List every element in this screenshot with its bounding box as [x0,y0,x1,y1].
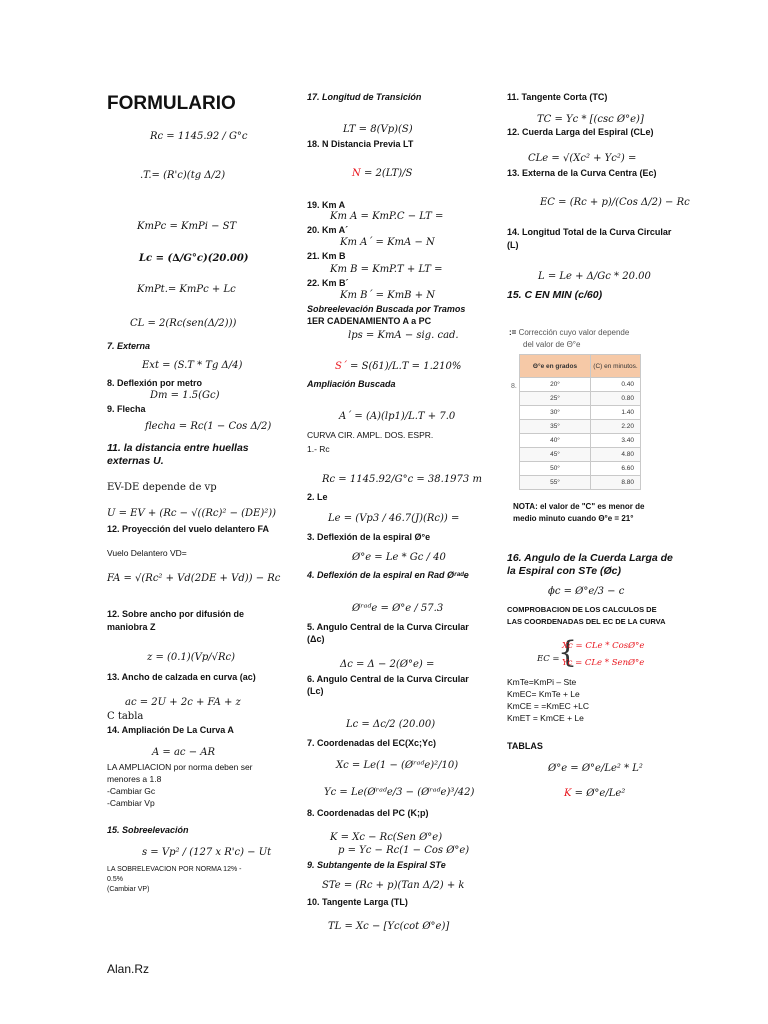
heading-7-externa: 7. Externa [107,341,151,351]
text-correccion: Corrección cuyo valor depende [518,328,630,337]
eq-fa: FA = √(Rc² + Vd(2DE + Vd)) − Rc [107,573,281,584]
table-row [520,392,641,406]
table-cell-minutos: 0.40 [591,378,641,392]
text-km-ce: KmCE = =KmEC +LC [507,701,589,711]
text-ampliacion-4: -Cambiar Vp [107,798,155,808]
heading-6-angulo-central-cont: (Lc) [307,686,324,696]
eq-ec: EC = (Rc + p)/(Cos Δ/2) − Rc [540,197,690,208]
table-header-grados: Θ°e en grados [520,355,591,378]
heading-3-deflexion-espiral: 3. Deflexión de la espiral Ø°e [307,532,431,542]
heading-12-cuerda-larga: 12. Cuerda Larga del Espiral (CLe) [507,127,654,137]
eq-tablas-k [564,788,625,800]
text-ampliacion-1: LA AMPLIACION por norma deben ser [107,762,253,772]
eq-delta-c: Δc = Δ − 2(Ø°e) = [340,659,435,670]
eq-st: .T.= (R'c)(tg Δ/2) [140,170,226,181]
heading-4-deflexion-rad: 4. Deflexión de la espiral en Rad Øʳᵃᵈe [307,570,469,580]
eq-n-expression: = 2(LT)/S [363,168,413,179]
heading-18-distancia-previa: 18. N Distancia Previa LT [307,139,414,149]
table-cell-grados: 55° [520,476,591,490]
table-cell-grados: 50° [520,462,591,476]
page-title: FORMULARIO [107,93,236,114]
heading-14-ampliacion: 14. Ampliación De La Curva A [107,725,234,735]
table-row [520,476,641,490]
text-nota-1: NOTA: el valor de "C" es menor de [513,502,645,511]
heading-12-proyeccion: 12. Proyección del vuelo delantero FA [107,524,270,534]
heading-20-km-a-prime: 20. Km A´ [307,225,349,235]
heading-primer-cadenamiento: 1ER CADENAMIENTO A a PC [307,316,432,326]
heading-12-sobreancho: 12. Sobre ancho por difusión de [107,609,245,619]
text-km-et: KmET = KmCE + Le [507,713,584,723]
eq-cl: CL = 2(Rc(sen(Δ/2))) [130,318,237,329]
eq-rc-value: Rc = 1145.92/G°c = 38.1973 m [322,474,482,485]
table-side-number: 8. [511,383,517,390]
heading-21-km-b: 21. Km B [307,251,346,261]
eq-s-prime-expression: = S(δ1)/L.T = 1.210% [350,361,462,372]
eq-u: U = EV + (Rc − √((Rc)² − (DE)²)) [107,508,277,519]
brace-glyph: { [558,635,578,670]
table-cell-minutos: 4.80 [591,448,641,462]
heading-tablas: TABLAS [507,741,543,751]
heading-comprobacion-2: LAS COORDENADAS DEL EC DE LA CURVA [507,617,666,626]
eq-phi-c: ϕc = Ø°e/3 − c [548,586,625,597]
eq-flecha: flecha = Rc(1 − Cos Δ/2) [145,421,272,432]
heading-10-tangente-larga: 10. Tangente Larga (TL) [307,897,408,907]
heading-11-distancia-cont: externas U. [107,455,164,467]
text-ampliacion-3: -Cambiar Gc [107,786,156,796]
table-cell-minutos: 8.80 [591,476,641,490]
heading-sobreelevacion-buscada: Sobreelevación Buscada por Tramos [307,304,466,314]
heading-7-coordenadas-ec: 7. Coordenadas del EC(Xc;Yc) [307,738,437,748]
heading-15-sobreelevacion: 15. Sobreelevación [107,825,189,835]
eq-s: s = Vp² / (127 x R'c) − Ut [142,847,272,858]
eq-s-prime [335,361,461,373]
text-correccion-2: del valor de Θ°e [523,340,581,349]
eq-tablas-k-expression: = Ø°e/Le² [574,788,626,799]
table-row [520,448,641,462]
eq-kmpc: KmPc = KmPi − ST [137,221,237,232]
eq-tablas-k-symbol: K [564,788,572,799]
heading-6-angulo-central: 6. Angulo Central de la Curva Circular [307,674,469,684]
eq-ext: Ext = (S.T * Tg Δ/4) [142,360,243,371]
table-row [520,406,641,420]
heading-17-longitud-transicion: 17. Longitud de Transición [307,92,422,102]
table-cell-minutos: 1.40 [591,406,641,420]
eq-a-prime: A´ = (A)(lp1)/L.T + 7.0 [339,411,456,422]
text-sobreelevacion-2: 0.5% [107,876,123,883]
eq-lt: LT = 8(Vp)(S) [343,124,413,135]
text-correccion-1 [509,327,629,338]
heading-14-longitud-total: 14. Longitud Total de la Curva Circular [507,227,672,237]
text-evde: EV-DE depende de vp [107,482,217,493]
heading-15-c-en-min: 15. C EN MIN (c/60) [507,289,603,301]
eq-p: p = Yc − Rc(1 − Cos Ø°e) [338,845,470,856]
text-c-tabla: C tabla [107,711,144,722]
heading-comprobacion-1: COMPROBACION DE LOS CALCULOS DE [507,605,657,614]
heading-13-ancho: 13. Ancho de calzada en curva (ac) [107,672,256,682]
eq-tl: TL = Xc − [Yc(cot Ø°e)] [328,921,450,932]
text-km-ec: KmEC= KmTe + Le [507,689,580,699]
table-cell-grados: 20° [520,378,591,392]
eq-deflexion: Ø°e = Le * Gc / 40 [352,552,446,563]
table-row [520,378,641,392]
heading-ampliacion-buscada: Ampliación Buscada [307,379,396,389]
table-cell-minutos: 3.40 [591,434,641,448]
eq-cle: CLe = √(Xc² + Yc²) = [528,153,637,164]
eq-ec-check-y: Yc = CLe * SenØ°e [562,658,645,668]
table-cell-minutos: 0.80 [591,392,641,406]
heading-11-tangente-corta: 11. Tangente Corta (TC) [507,92,608,102]
eq-lc: Lc = (∆/G°c)(20.00) [139,253,249,264]
eq-rc: Rc = 1145.92 / G°c [150,131,248,142]
eq-z: z = (0.1)(Vp/√Rc) [147,652,236,663]
table-header-minutos: (C) en minutos. [591,355,641,378]
eq-le: Le = (Vp3 / 46.7(J)(Rc)) = [328,513,460,524]
eq-k: K = Xc − Rc(Sen Ø°e) [330,832,443,843]
heading-2-le: 2. Le [307,492,328,502]
eq-ec-check-left: EC = [537,654,560,664]
eq-kmpt: KmPt.= KmPc + Lc [137,284,236,295]
text-curva-cir: CURVA CIR. AMPL. DOS. ESPR. [307,430,434,440]
eq-km-b-prime: Km B´ = KmB + N [340,290,436,301]
heading-11-distancia: 11. la distancia entre huellas [107,442,249,454]
heading-14-longitud-total-cont: (L) [507,240,519,250]
eq-tc: TC = Yc * [(csc Ø°e)] [537,114,644,125]
heading-19-km-a: 19. Km A [307,200,346,210]
heading-5-angulo-central: 5. Angulo Central de la Curva Circular [307,622,469,632]
heading-16-angulo-cuerda: 16. Angulo de la Cuerda Larga de [507,552,673,564]
eq-km-b: Km B = KmP.T + LT = [330,264,443,275]
heading-13-externa: 13. Externa de la Curva Centra (Ec) [507,168,657,178]
table-row [520,462,641,476]
text-sobreelevacion-1: LA SOBRELEVACION POR NORMA 12% - [107,866,242,873]
footer-author: Alan.Rz [107,962,150,976]
correction-table [519,354,641,490]
eq-dm: Dm = 1.5(Gc) [150,390,220,401]
eq-s-prime-symbol: S´ [335,361,347,372]
text-vuelo-delantero: Vuelo Delantero VD= [107,548,187,558]
text-ampliacion-2: menores a 1.8 [107,774,162,784]
eq-ac: ac = 2U + 2c + FA + z [125,697,241,708]
heading-9-flecha: 9. Flecha [107,404,146,414]
heading-22-km-b-prime: 22. Km B´ [307,278,349,288]
eq-lps: lps = KmA − sig. cad. [348,330,459,341]
eq-yc: Yc = Le(Øʳᵃᵈe/3 − (Øʳᵃᵈe)³/42) [324,787,475,798]
table-cell-grados: 30° [520,406,591,420]
table-cell-grados: 40° [520,434,591,448]
eq-ec-check-x: Xc = CLe * CosØ°e [562,641,645,651]
table-row [520,420,641,434]
equals-glyph: := [509,328,517,337]
eq-lc-20: Lc = Δc/2 (20.00) [346,719,436,730]
eq-n [352,168,412,180]
eq-l: L = Le + Δ/Gc * 20.00 [538,271,651,282]
table-row [520,434,641,448]
eq-tablas-1: Ø°e = Ø°e/Le² * L² [548,763,643,774]
eq-xc: Xc = Le(1 − (Øʳᵃᵈe)²/10) [336,760,459,771]
eq-n-symbol: N [352,168,361,179]
heading-8-deflexion: 8. Deflexión por metro [107,378,203,388]
heading-8-coordenadas-pc: 8. Coordenadas del PC (K;p) [307,808,429,818]
heading-5-angulo-central-cont: (Δc) [307,634,325,644]
table-cell-minutos: 2.20 [591,420,641,434]
eq-ste: STe = (Rc + p)(Tan Δ/2) + k [322,880,465,891]
eq-km-a: Km A = KmP.C − LT = [330,211,444,222]
text-sobreelevacion-3: (Cambiar VP) [107,886,150,893]
text-nota-2: medio minuto cuando Θ°e = 21° [513,514,634,523]
heading-1-rc: 1.- Rc [307,444,330,454]
eq-km-a-prime: Km A´ = KmA − N [340,237,435,248]
table-cell-grados: 25° [520,392,591,406]
eq-deflexion-rad: Øʳᵃᵈe = Ø°e / 57.3 [352,603,444,614]
table-cell-minutos: 6.60 [591,462,641,476]
heading-12-sobreancho-cont: maniobra Z [107,622,156,632]
table-cell-grados: 45° [520,448,591,462]
heading-9-subtangente: 9. Subtangente de la Espiral STe [307,860,446,870]
table-cell-grados: 35° [520,420,591,434]
eq-a: A = ac − AR [152,747,216,758]
heading-16-angulo-cuerda-cont: la Espiral con STe (Øc) [507,565,621,577]
text-km-te: KmTe=KmPi – Ste [507,677,577,687]
